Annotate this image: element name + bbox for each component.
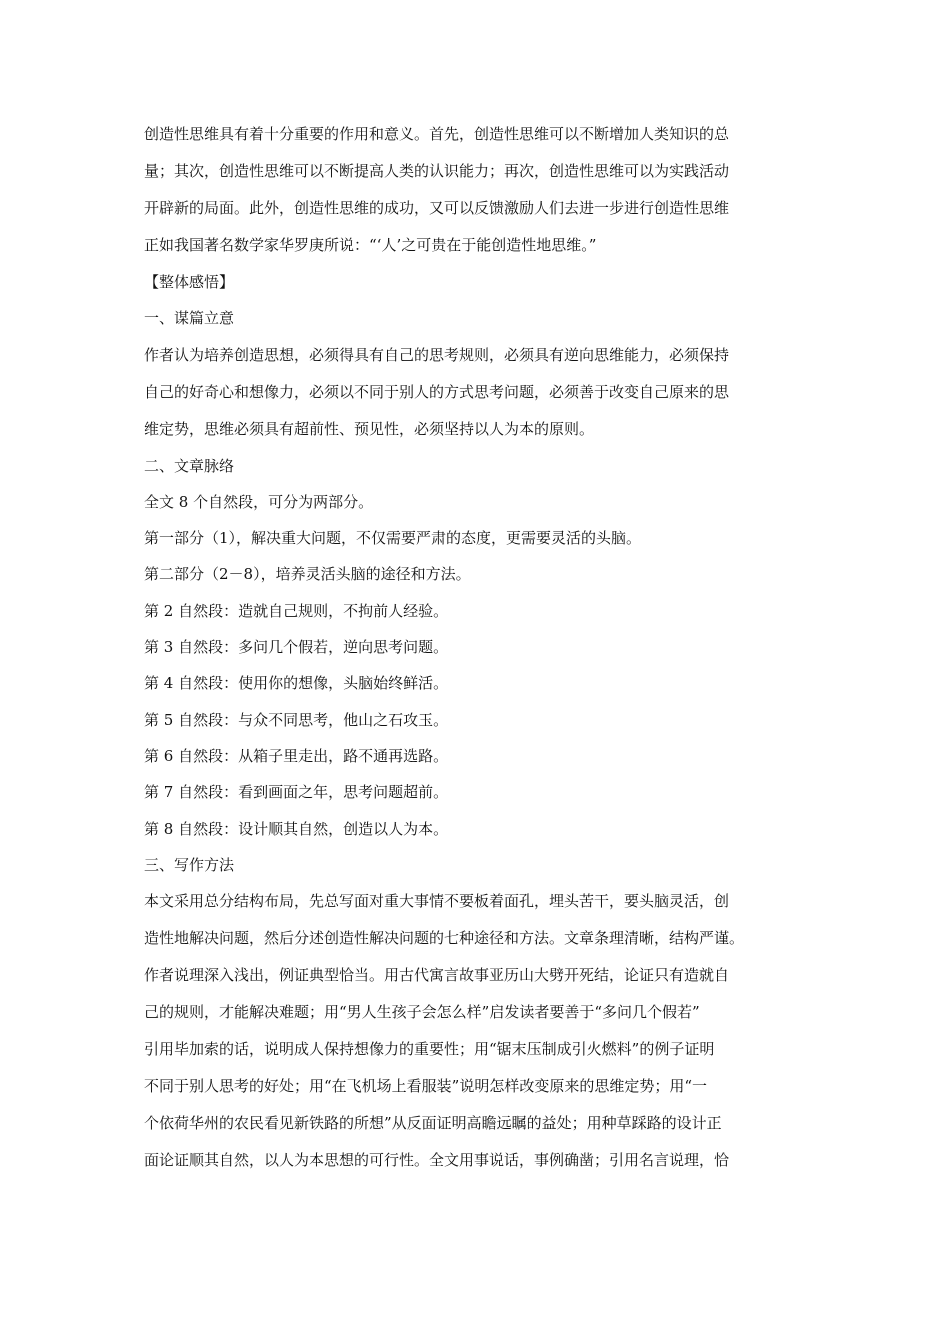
text-line: 三、写作方法 — [144, 855, 235, 874]
text-line: 面论证顺其自然，以人为本思想的可行性。全文用事说话，事例确凿；引用名言说理，恰 — [144, 1151, 730, 1170]
text-line: 第 8 自然段：设计顺其自然，创造以人为本。 — [144, 819, 449, 838]
section-lines — [144, 268, 812, 341]
text-line: 第 3 自然段：多问几个假若，逆向思考问题。 — [144, 638, 449, 657]
text-line: 维定势，思维必须具有超前性、预见性，必须坚持以人为本的原则。 — [144, 419, 595, 438]
text-line: 【整体感悟】 — [144, 273, 235, 291]
text-line: 本文采用总分结构布局，先总写面对重大事情不要板着面孔，埋头苦干，要头脑灵活，创 — [144, 892, 730, 911]
text-line: 第 4 自然段：使用你的想像，头脑始终鲜活。 — [144, 674, 449, 693]
text-line: 二、文章脉络 — [144, 456, 235, 475]
text-line: 第一部分（1），解决重大问题，不仅需要严肃的态度，更需要灵活的头脑。 — [144, 529, 642, 548]
text-line: 引用毕加索的话，说明成人保持想像力的重要性；用“锯末压制成引火燃料”的例子证明 — [144, 1040, 715, 1059]
document-page — [144, 120, 812, 1183]
text-line: 一、谋篇立意 — [144, 309, 235, 328]
paragraph — [144, 341, 812, 452]
text-line: 作者认为培养创造思想，必须得具有自己的思考规则，必须具有逆向思维能力，必须保持 — [144, 345, 730, 364]
text-line: 创造性思维具有着十分重要的作用和意义。首先，创造性思维可以不断增加人类知识的总 — [144, 125, 730, 143]
section-lines — [144, 452, 812, 888]
text-line: 第 5 自然段：与众不同思考，他山之石攻玉。 — [144, 710, 449, 729]
paragraph — [144, 120, 812, 268]
text-line: 开辟新的局面。此外，创造性思维的成功，又可以反馈激励人们去进一步进行创造性思维 — [144, 199, 730, 217]
text-line: 不同于别人思考的好处；用“在飞机场上看服装”说明怎样改变原来的思维定势；用“一 — [144, 1077, 708, 1096]
text-line: 第 6 自然段：从箱子里走出，路不通再选路。 — [144, 746, 449, 765]
text-line: 造性地解决问题，然后分述创造性解决问题的七种途径和方法。文章条理清晰，结构严谨。 — [144, 929, 745, 948]
text-line: 第 2 自然段：造就自己规则，不拘前人经验。 — [144, 601, 449, 620]
text-line: 作者说理深入浅出，例证典型恰当。用古代寓言故事亚历山大劈开死结，论证只有造就自 — [144, 966, 730, 985]
text-line: 第二部分（2－8），培养灵活头脑的途径和方法。 — [144, 565, 471, 584]
paragraph — [144, 887, 812, 1183]
text-line: 量；其次，创造性思维可以不断提高人类的认识能力；再次，创造性思维可以为实践活动 — [144, 162, 730, 180]
text-line: 个依荷华州的农民看见新铁路的所想”从反面证明高瞻远瞩的益处；用种草踩路的设计正 — [144, 1114, 722, 1133]
text-line: 自己的好奇心和想像力，必须以不同于别人的方式思考问题，必须善于改变自己原来的思 — [144, 382, 730, 401]
text-line: 正如我国著名数学家华罗庚所说：“‘人’之可贵在于能创造性地思维。” — [144, 236, 597, 254]
text-line: 全文 8 个自然段，可分为两部分。 — [144, 492, 374, 511]
text-line: 第 7 自然段：看到画面之年，思考问题超前。 — [144, 783, 449, 802]
text-line: 己的规则，才能解决难题；用“男人生孩子会怎么样”启发读者要善于“多问几个假若” — [144, 1003, 700, 1022]
